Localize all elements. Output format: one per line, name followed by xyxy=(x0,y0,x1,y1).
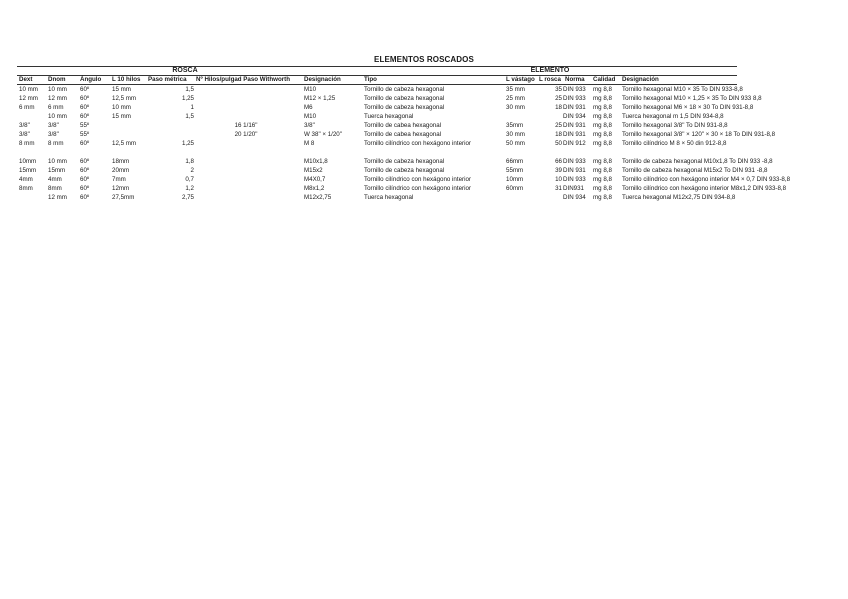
cell-norma: DIN 912 xyxy=(563,140,586,147)
cell-designacion-rosca: M12x2,75 xyxy=(304,194,332,201)
cell-l-10-hilos: 10 mm xyxy=(112,104,131,111)
cell-norma: DIN 934 xyxy=(563,194,586,201)
cell-calidad: mg 8,8 xyxy=(593,131,612,138)
cell-designacion-rosca: M8x1,2 xyxy=(304,185,325,192)
cell-dext: 6 mm xyxy=(19,104,35,111)
cell-norma: DIN 931 xyxy=(563,131,586,138)
cell-tipo: Tornillo de cabeza hexagonal xyxy=(364,167,445,174)
cell-paso-metrica: 1,25 xyxy=(181,140,194,147)
cell-calidad: mg 8,8 xyxy=(593,95,612,102)
cell-dext: 8mm xyxy=(19,185,33,192)
cell-l-10-hilos: 18mm xyxy=(112,158,130,165)
cell-norma: DIN931 xyxy=(563,185,584,192)
cell-dnom: 3/8" xyxy=(48,131,59,138)
cell-norma: DIN 933 xyxy=(563,158,586,165)
cell-designacion-rosca: M12 × 1,25 xyxy=(304,95,336,102)
cell-calidad: mg 8,8 xyxy=(593,194,612,201)
cell-l-rosca: 10 xyxy=(555,176,562,183)
cell-paso-metrica: 1,8 xyxy=(185,158,194,165)
cell-l-10-hilos: 15 mm xyxy=(112,113,131,120)
cell-l-rosca: 25 xyxy=(555,95,562,102)
cell-designacion-elemento: Tornillo cilíndrico M 8 × 50 din 912-8,8 xyxy=(622,140,727,147)
cell-dnom: 15mm xyxy=(48,167,66,174)
column-header-designacion-elemento: Designación xyxy=(622,76,659,83)
cell-dnom: 12 mm xyxy=(48,194,67,201)
cell-tipo: Tornillo cilíndrico con hexágono interior xyxy=(364,140,471,147)
cell-designacion-elemento: Tornillo cilíndrico con hexágono interior M4 × 0,7 DIN 933-8,8 xyxy=(622,176,791,183)
cell-angulo: 60º xyxy=(80,158,90,165)
cell-designacion-elemento: Tornillo de cabeza hexagonal M10x1,8 To DIN 933 -8,8 xyxy=(622,158,773,165)
cell-paso-metrica: 1,2 xyxy=(185,185,194,192)
cell-dext: 10mm xyxy=(19,158,37,165)
cell-angulo: 60º xyxy=(80,95,90,102)
cell-norma: DIN 933 xyxy=(563,176,586,183)
cell-l-10-hilos: 20mm xyxy=(112,167,130,174)
cell-angulo: 60º xyxy=(80,176,90,183)
cell-designacion-elemento: Tornillo hexagonal M10 × 35 To DIN 933-8,8 xyxy=(622,86,743,93)
cell-dnom: 10 mm xyxy=(48,113,67,120)
cell-angulo: 55º xyxy=(80,131,90,138)
cell-calidad: mg 8,8 xyxy=(593,122,612,129)
cell-designacion-rosca: M6 xyxy=(304,104,313,111)
cell-paso-metrica: 1,5 xyxy=(185,113,194,120)
cell-paso-metrica: 1,25 xyxy=(181,95,194,102)
cell-l-rosca: 66 xyxy=(555,158,562,165)
cell-norma: DIN 931 xyxy=(563,122,586,129)
cell-paso-metrica: 0,7 xyxy=(185,176,194,183)
cell-dext: 3/8" xyxy=(19,122,30,129)
cell-paso-metrica: 2 xyxy=(190,167,194,174)
cell-calidad: mg 8,8 xyxy=(593,158,612,165)
cell-norma: DIN 934 xyxy=(563,113,586,120)
cell-l-10-hilos: 12,5 mm xyxy=(112,140,137,147)
cell-calidad: mg 8,8 xyxy=(593,104,612,111)
cell-l-10-hilos: 27,5mm xyxy=(112,194,135,201)
cell-designacion-rosca: W 38" × 1/20" xyxy=(304,131,342,138)
cell-dext: 8 mm xyxy=(19,140,35,147)
cell-angulo: 60º xyxy=(80,104,90,111)
cell-tipo: Tuerca hexagonal xyxy=(364,194,414,201)
cell-angulo: 60º xyxy=(80,194,90,201)
cell-l-vastago: 50 mm xyxy=(506,140,525,147)
cell-l-vastago: 35 mm xyxy=(506,86,525,93)
column-header-l-vastago: L vástago xyxy=(506,76,535,83)
cell-designacion-elemento: Tuerca hexagonal M12x2,75 DIN 934-8,8 xyxy=(622,194,736,201)
cell-calidad: mg 8,8 xyxy=(593,140,612,147)
cell-dnom: 12 mm xyxy=(48,95,67,102)
cell-l-vastago: 30 mm xyxy=(506,131,525,138)
cell-norma: DIN 933 xyxy=(563,86,586,93)
cell-l-10-hilos: 15 mm xyxy=(112,86,131,93)
cell-l-vastago: 60mm xyxy=(506,185,524,192)
cell-designacion-elemento: Tornillo hexagonal 3/8" × 120" × 30 × 18 To DIN 931-8,8 xyxy=(622,131,776,138)
cell-l-vastago: 10mm xyxy=(506,176,524,183)
cell-l-rosca: 39 xyxy=(555,167,562,174)
cell-l-rosca: 18 xyxy=(555,131,562,138)
cell-l-vastago: 66mm xyxy=(506,158,524,165)
cell-tipo: Tuerca hexagonal xyxy=(364,113,414,120)
cell-dext: 12 mm xyxy=(19,95,38,102)
group-header-rosca: ROSCA xyxy=(172,67,198,74)
cell-tipo: Tornillo de cabeza hexagonal xyxy=(364,95,445,102)
cell-tipo: Tornillo de cabeza hexagonal xyxy=(364,158,445,165)
cell-l-10-hilos: 12mm xyxy=(112,185,130,192)
cell-dnom: 10 mm xyxy=(48,86,67,93)
column-header-tipo: Tipo xyxy=(364,76,377,83)
cell-designacion-elemento: Tornillo hexagonal M6 × 18 × 30 To DIN 931-8,8 xyxy=(622,104,754,111)
cell-hilos-pulgada-paso-withworth: 20 1/20" xyxy=(234,131,258,138)
cell-tipo: Tornillo cilíndrico con hexágono interior xyxy=(364,176,471,183)
cell-l-rosca: 31 xyxy=(555,185,562,192)
cell-tipo: Tornillo de cabeza hexagonal xyxy=(364,104,445,111)
cell-l-vastago: 35mm xyxy=(506,122,524,129)
cell-l-rosca: 35 xyxy=(555,86,562,93)
cell-l-vastago: 25 mm xyxy=(506,95,525,102)
cell-dext: 10 mm xyxy=(19,86,38,93)
column-header-l-rosca: L rosca xyxy=(539,76,561,83)
page-title: ELEMENTOS ROSCADOS xyxy=(374,55,474,64)
column-header-dext: Dext xyxy=(19,76,33,83)
cell-l-rosca: 50 xyxy=(555,140,562,147)
cell-calidad: mg 8,8 xyxy=(593,113,612,120)
cell-designacion-elemento: Tornillo hexagonal 3/8" To DIN 931-8,8 xyxy=(622,122,728,129)
cell-dext: 15mm xyxy=(19,167,37,174)
column-header-norma: Norma xyxy=(565,76,585,83)
cell-l-10-hilos: 7mm xyxy=(112,176,126,183)
title-underline xyxy=(17,66,737,67)
cell-hilos-pulgada-paso-withworth: 16 1/16" xyxy=(234,122,258,129)
cell-angulo: 60º xyxy=(80,86,90,93)
cell-l-rosca: 25 xyxy=(555,122,562,129)
cell-designacion-rosca: M10x1,8 xyxy=(304,158,328,165)
column-header-designacion-rosca: Designación xyxy=(304,76,341,83)
cell-norma: DIN 933 xyxy=(563,95,586,102)
cell-designacion-elemento: Tuerca hexagonal m 1,5 DIN 934-8,8 xyxy=(622,113,724,120)
cell-designacion-rosca: M15x2 xyxy=(304,167,323,174)
cell-dnom: 10 mm xyxy=(48,158,67,165)
cell-paso-metrica: 2,75 xyxy=(181,194,194,201)
cell-dext: 3/8" xyxy=(19,131,30,138)
cell-angulo: 60º xyxy=(80,140,90,147)
cell-norma: DIN 931 xyxy=(563,167,586,174)
cell-designacion-elemento: Tornillo de cabeza hexagonal M15x2 To DIN 931 -8,8 xyxy=(622,167,768,174)
cell-angulo: 60º xyxy=(80,185,90,192)
column-header-paso-metrica: Paso métrica xyxy=(148,76,187,83)
cell-l-vastago: 55mm xyxy=(506,167,524,174)
cell-designacion-rosca: M4X0,7 xyxy=(304,176,326,183)
cell-paso-metrica: 1,5 xyxy=(185,86,194,93)
cell-paso-metrica: 1 xyxy=(190,104,194,111)
header-underline xyxy=(17,84,737,85)
cell-tipo: Tornillo de cabeza hexagonal xyxy=(364,86,445,93)
cell-tipo: Tornillo de cabea hexagonal xyxy=(364,122,442,129)
group-header-elemento: ELEMENTO xyxy=(530,67,570,74)
cell-tipo: Tornillo cilíndrico con hexágono interior xyxy=(364,185,471,192)
cell-tipo: Tornillo de cabea hexagonal xyxy=(364,131,442,138)
cell-l-rosca: 18 xyxy=(555,104,562,111)
cell-dnom: 3/8" xyxy=(48,122,59,129)
cell-designacion-rosca: 3/8" xyxy=(304,122,315,129)
cell-l-vastago: 30 mm xyxy=(506,104,525,111)
cell-designacion-rosca: M10 xyxy=(304,86,317,93)
column-header-calidad: Calidad xyxy=(593,76,616,83)
cell-l-10-hilos: 12,5 mm xyxy=(112,95,137,102)
cell-angulo: 60º xyxy=(80,113,90,120)
column-header-dnom: Dnom xyxy=(48,76,66,83)
cell-designacion-rosca: M10 xyxy=(304,113,317,120)
cell-calidad: mg 8,8 xyxy=(593,185,612,192)
cell-calidad: mg 8,8 xyxy=(593,86,612,93)
cell-designacion-elemento: Tornillo cilíndrico con hexágono interior M8x1,2 DIN 933-8,8 xyxy=(622,185,787,192)
cell-norma: DIN 931 xyxy=(563,104,586,111)
cell-angulo: 60º xyxy=(80,167,90,174)
column-header-angulo: Ángulo xyxy=(80,76,102,83)
cell-calidad: mg 8,8 xyxy=(593,167,612,174)
cell-angulo: 55º xyxy=(80,122,90,129)
cell-designacion-elemento: Tornillo hexagonal M10 × 1,25 × 35 To DIN 933 8,8 xyxy=(622,95,762,102)
cell-calidad: mg 8,8 xyxy=(593,176,612,183)
column-header-hilos-pulgada-paso-withworth: Nº Hilos/pulgad Paso Withworth xyxy=(196,76,290,83)
cell-dnom: 6 mm xyxy=(48,104,64,111)
cell-designacion-rosca: M 8 xyxy=(304,140,315,147)
cell-dnom: 8mm xyxy=(48,185,62,192)
cell-dnom: 4mm xyxy=(48,176,62,183)
cell-dext: 4mm xyxy=(19,176,33,183)
column-header-l-10-hilos: L 10 hilos xyxy=(112,76,141,83)
cell-dnom: 8 mm xyxy=(48,140,64,147)
